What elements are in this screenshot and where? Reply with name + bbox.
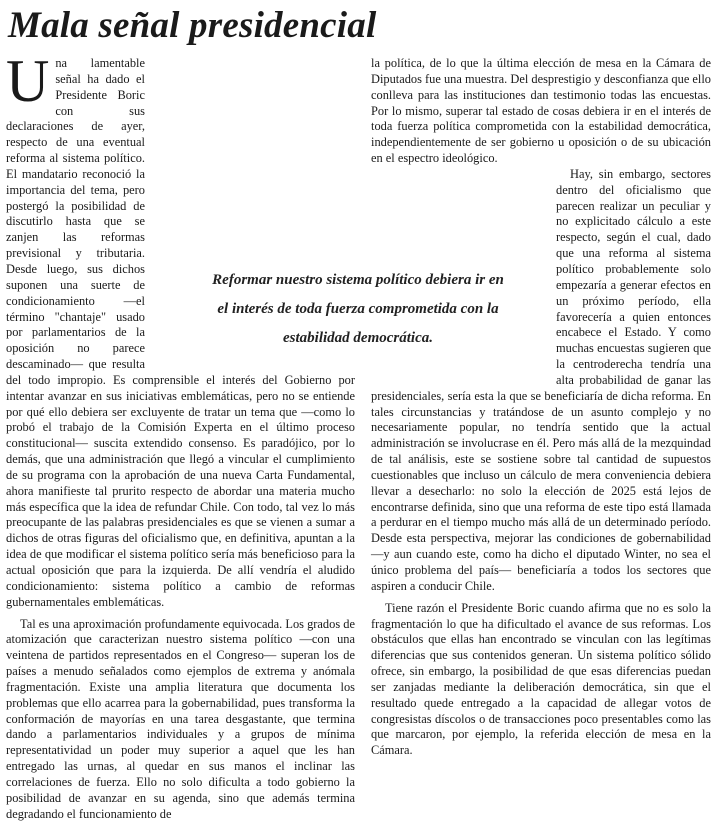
paragraph bbox=[6, 617, 355, 823]
left-column bbox=[6, 48, 355, 823]
right-column bbox=[371, 56, 711, 759]
paragraph-text: la política, de lo que la última elección de mesa en la Cámara de Diputados fue una muestra. Del desprestigio y desconfianza que ello conlleva para las instituciones dan testimonio todas las encuestas. Por lo mismo, superar tal estado de cosas debiera ir en el interés de toda fuerza política comprometida con la estabilidad democrática, independientemente de ser gobierno u oposición o de su ubicación en el espectro ideológico. bbox=[371, 56, 711, 166]
article-title: Mala señal presidencial bbox=[8, 5, 377, 46]
pull-quote-text: Reformar nuestro sistema político debiera ir en el interés de toda fuerza comprometida con la estabilidad democrática. bbox=[212, 271, 504, 346]
paragraph bbox=[371, 56, 711, 167]
drop-cap: U bbox=[6, 48, 50, 114]
paragraph-text: Hay, sin embargo, sectores dentro del oficialismo que parecen realizar un peculiar y no explicitado cálculo a este respecto, según el cual, dado que una reforma al sistema político probablemente solo empezaría a generar efectos en un próximo período, ella favorecería a quien entonces encabece el Estado. Y como muchas encuestas sugieren que la centroderecha tendría una alta probabilidad de ganar las presidenciales, sería esta la que se beneficiaría de dicha reforma. En tales circunstancias y tratándose de un asunto complejo y no necesariamente popular, no tendría sentido que la actual administración se involucrase en él. Pero más allá de la mezquindad de tal análisis, este se sostiene sobre tal cantidad de supuestos cuestionables que incluso un cálculo de mera conveniencia debiera llevar a desecharlo: no solo la elección de 2025 está lejos de encontrarse definida, sino que una reforma de este tipo está llamada a perdurar en el tiempo mucho más allá de un determinado período. Desde esta perspectiva, mejorar las condiciones de gobernabilidad —y aun cuando este, como ha dicho el diputado Winter, no sea el único problema del país— beneficiaría a todos los sectores que aspiren a conducir Chile. bbox=[371, 166, 711, 593]
paragraph bbox=[371, 167, 711, 595]
paragraph bbox=[371, 601, 711, 759]
paragraph-text: Tal es una aproximación profundamente equivocada. Los grados de atomización que caracterizan nuestro sistema político —con una veintena de partidos representados en el Congreso— superan los de países a menudo señalados como ejemplos de extrema y anómala fragmentación. Existe una amplia literatura que documenta los problemas que ello acarrea para la gobernabilidad, pues transforma la conformación de mayorías en una tarea desgastante, que termina dando a parlamentarios individuales y a grupos de mínima representatividad un poder muy superior a aquel que les han entregado las urnas, al quedar en sus manos el inclinar las correlaciones de fuerza. Ello no solo dificulta a todo gobierno la posibilidad de avanzar en su agenda, sino que además termina degradando el funcionamiento de bbox=[6, 616, 355, 821]
pull-quote bbox=[208, 261, 508, 357]
paragraph-text: Tiene razón el Presidente Boric cuando afirma que no es solo la fragmentación lo que ha dificultado el avance de sus reformas. Los obstáculos que ellas han encontrado se vinculan con las legítimas diferencias que sus contenidos generan. Un sistema político sólido ofrece, sin embargo, la posibilidad de que esas diferencias puedan ser zanjadas mediante la deliberación democrática, sin que el resultado quede entregado a la capacidad de allegar votos de congresistas díscolos o de transacciones poco presentables como las que marcaron, por ejemplo, la referida elección de mesa en la Cámara. bbox=[371, 600, 711, 758]
paragraph-text: na lamentable señal ha dado el Presidente Boric con sus declaraciones de ayer, respecto de una eventual reforma al sistema político. El mandatario reconoció la importancia del tema, pero postergó la posibilidad de discutirlo hasta que se zanjen las reformas previsional y tributaria. Desde luego, sus dichos suponen una suerte de condicionamiento —el término "chantaje" usado por parlamentarios de la oposición no parece descaminado— que resulta del todo impropio. Es comprensible el interés del Gobierno por intentar avanzar en sus iniciativas emblemáticas, pero no se entiende por qué ello debiera ser excluyente de tratar un tema que —como lo probó el trabajo de la Comisión Experta en el último proceso constitucional— suscita extendido consenso. Es paradójico, por lo demás, que una administración que llegó a vincular el cumplimiento de su programa con la aprobación de una nueva Carta Fundamental, ahora manifieste tal prurito respecto de abordar una materia mucho más específica que la idea de refundar Chile. Con todo, tal vez lo más preocupante de las palabras presidenciales es que se vienen a sumar a dichos de otras figuras del oficialismo que, en definitiva, apuntan a la idea de que modificar el sistema político sería más beneficioso para la actual oposición que para la izquierda. De allí vendría el aludido condicionamiento: sistema político a cambio de reformas gubernamentales emblemáticas. bbox=[6, 56, 355, 609]
